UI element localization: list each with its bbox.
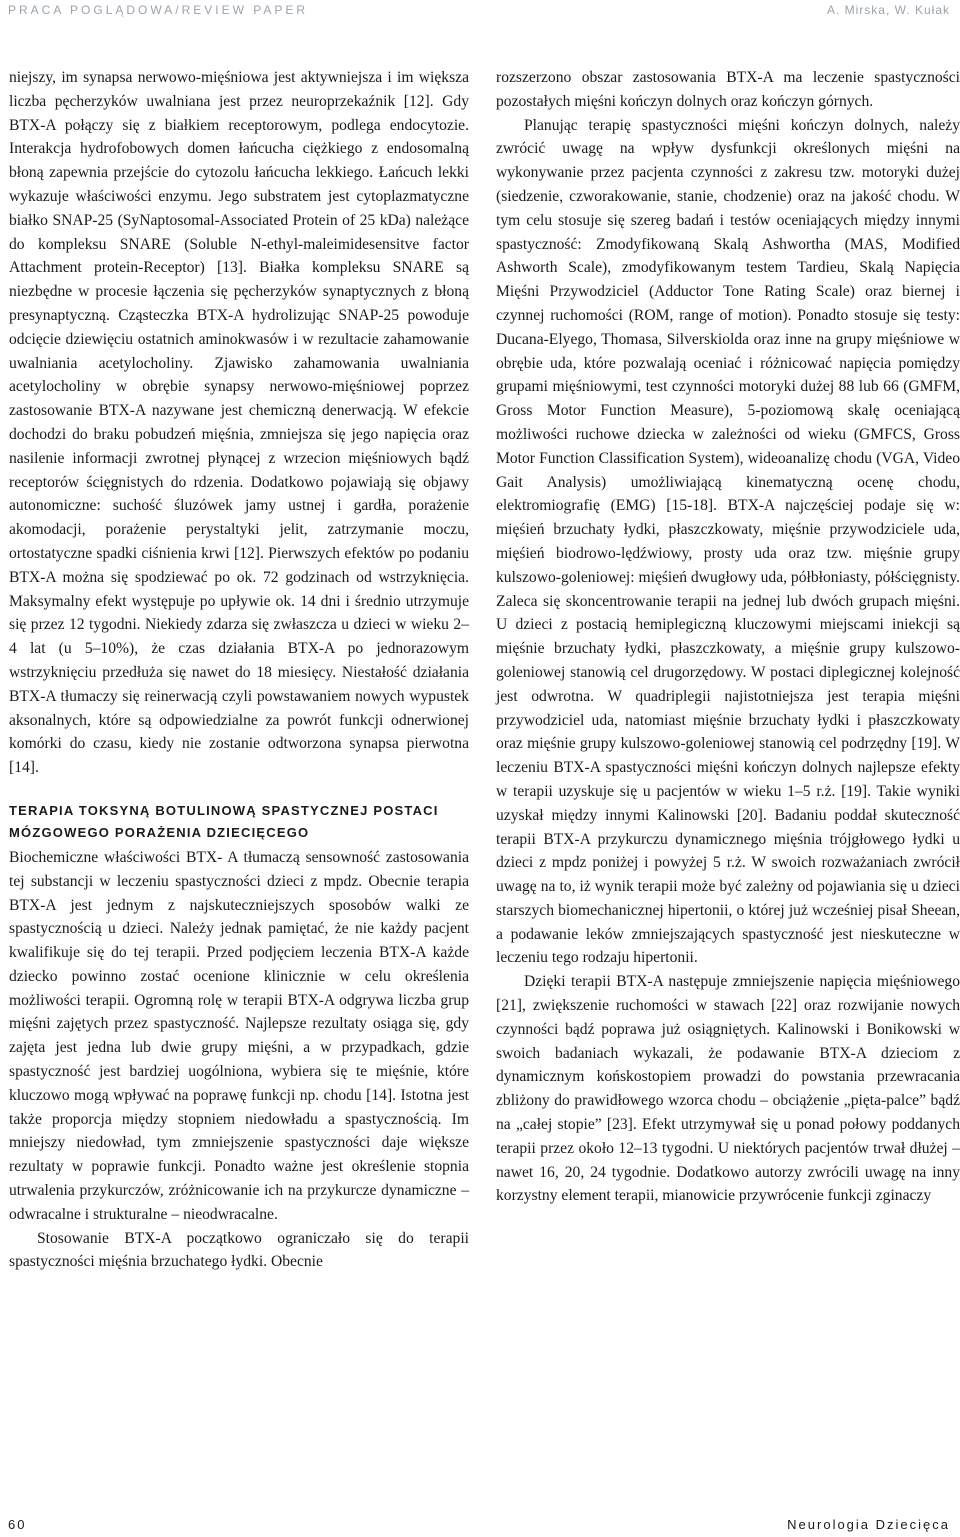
section-label: PRACA POGLĄDOWA/REVIEW PAPER [8, 3, 309, 17]
right-paragraph-1: rozszerzono obszar zastosowania BTX-A ma leczenie spastyczności pozostałych mięśni kończyn dolnych oraz kończyn górnych. [496, 69, 960, 110]
right-paragraph-3: Dzięki terapii BTX-A następuje zmniejszenie napięcia mięśniowego [21], zwiększenie ruchomości w stawach [22] oraz rozwijanie nowych czynności bądź poprawa już osiągniętych. Kalinowski i Bonikowski w swoich badaniach wykazali, że podawanie BTX-A dzieciom z dynamicznym końskostopiem prowadzi do powstania przewracania zbliżony do prawidłowego wzorca chodu – obciążenie „pięta-palce” bądź na „całej stopie” [23]. Efekt utrzymywał się u ponad połowy poddanych terapii przez około 12–13 tygodni. U niektórych pacjentów trwał dłużej – nawet 16, 20, 24 tygodnie. Dodatkowo autorzy zwrócili uwagę na inny korzystny element terapii, mianowicie przywrócenie funkcji zginaczy [496, 973, 960, 1205]
left-paragraph-1: niejszy, im synapsa nerwowo-mięśniowa jest aktywniejsza i im większa liczba pęcherzyków uwalniana jest przez neuroprzekaźnik [12]. Gdy BTX-A połączy się z białkiem receptorowym, podlega endocytozie. Interakcja hydrofobowych domen łańcucha ciężkiego z endosomalną błoną zapewnia przejście do cytozolu łańcucha lekkiego. Łańcuch lekki wykazuje właściwości enzymu. Jego substratem jest cytoplazmatyczne białko SNAP-25 (SyNaptosomal-Associated Protein of 25 kDa) należące do kompleksu SNARE (Soluble N-ethyl-maleimidesensitve factor Attachment protein-Receptor) [13]. Białka kompleksu SNARE są niezbędne w procesie łączenia się pęcherzyków synaptycznych z błoną presynaptyczną. Cząsteczka BTX-A hydrolizując SNAP-25 powoduje odcięcie dziewięciu ostatnich aminokwasów i w rezultacie zahamowanie uwalniania acetylocholiny. Zjawisko zahamowania uwalniania acetylocholiny w obrębie synapsy nerwowo-mięśniowej poprzez zastosowanie BTX-A nazywane jest chemiczną denerwacją. W efekcie dochodzi do braku pobudzeń mięśnia, zmniejsza się jego napięcia oraz nasilenie informacji zwrotnej płynącej z wrzecion mięśniowych bądź receptorów ścięgnistych do rdzenia. Dodatkowo pojawiają się objawy autonomiczne: suchość śluzówek jamy ustnej i gardła, porażenie akomodacji, porażenie perystaltyki jelit, zatrzymanie moczu, ortostatyczne spadki ciśnienia krwi [12]. Pierwszych efektów po podaniu BTX-A można się spodziewać po ok. 72 godzinach od wstrzyknięcia. Maksymalny efekt występuje po upływie ok. 14 dni i średnio utrzymuje się przez 12 tygodni. Niekiedy zdarza się zwłaszcza u dzieci w wieku 2–4 lat (u 5–10%), że czas działania BTX-A po jednorazowym wstrzyknięciu przedłuża się nawet do 18 miesięcy. Niestałość działania BTX-A tłumaczy się reinerwacją czyli powstawaniem nowych wypustek aksonalnych, które są odpowiedzialne za powrót funkcji odnerwionej komórki do czasu, kiedy nie zostanie odtworzona synapsa pierwotna [14]. [9, 69, 469, 777]
page-number: 60 [8, 1517, 27, 1532]
author-names: A. Mirska, W. Kułak [826, 3, 950, 17]
journal-name: Neurologia Dziecięca [787, 1517, 950, 1532]
section-heading: TERAPIA TOKSYNĄ BOTULINOWĄ SPASTYCZNEJ POSTACI MÓZGOWEGO PORAŻENIA DZIECIĘCEGO [9, 802, 439, 840]
left-paragraph-3: Stosowanie BTX-A początkowo ograniczało się do terapii spastyczności mięśnia brzuchatego łydki. Obecnie [9, 1229, 469, 1271]
right-paragraph-2: Planując terapię spastyczności mięśni kończyn dolnych, należy zwrócić uwagę na wpływ dysfunkcji określonych mięśni na wykonywanie przez pacjenta czynności z zakresu tzw. motoryki dużej (siedzenie, czworakowanie, stanie, chodzenie) oraz na jakość chodu. W tym celu stosuje się szereg badań i testów oceniających między innymi spastyczność: Zmodyfikowaną Skalą Ashwortha (MAS, Modified Ashworth Scale), zmodyfikowanym testem Tardieu, Skalą Napięcia Mięśni Przywodziciel (Adductor Tone Rating Scale) oraz biernej i czynnej ruchomości (ROM, range of motion). Ponadto stosuje się testy: Ducana-Elyego, Thomasa, Silverskiolda oraz inne na grupy mięśniowe w obrębie uda, które pozwalają oceniać i różnicować napięcia pomiędzy grupami mięśniowymi, test czynności motoryki dużej 88 lub 66 (GMFM, Gross Motor Function Measure), 5-poziomową skalę oceniającą możliwości ruchowe dziecka w zależności od wieku (GMFCS, Gross Motor Function Classification System), wideoanalizę chodu (VGA, Video Gait Analysis) umożliwiającą kinematyczną ocenę chodu, elektromiografię (EMG) [15-18]. BTX-A najczęściej podaje się w: mięśień brzuchaty łydki, płaszczkowaty, mięśnie przywodziciele uda, mięśień biodrowo-lędźwiowy, prosty uda oraz tzw. mięśnie grupy kulszowo-goleniowej: mięśień dwugłowy uda, półbłoniasty, półścięgnisty. Zaleca się skoncentrowanie terapii na jednej lub dwóch grupach mięśni. U dzieci z postacią hemiplegiczną kluczowymi miejscami iniekcji są mięśnie brzuchaty łydki, płaszczkowaty, a mięśnie grupy kulszowo-goleniowej stanowią cel drugorzędowy. W postaci diplegicznej kolejność jest odwrotna. W quadriplegii najistotniejsza jest terapia mięśni przywodziciel uda, natomiast mięśnie brzuchaty łydki i płaszczkowaty oraz mięśnie grupy kulszowo-goleniowej stanowią cel podrzędny [19]. W leczeniu BTX-A spastyczności mięśni kończyn dolnych najlepsze efekty w terapii uzyskuje się u pacjentów w wieku 1–5 r.ż. [19]. Takie wyniki uzyskał między innymi Kalinowski [20]. Badaniu poddał skuteczność terapii BTX-A przykurczu dynamicznego mięśnia trójgłowego łydki u dzieci z mpdz poniżej i powyżej 5 r.ż. W swoich rozważaniach zwrócił uwagę na to, iż wynik terapii może być zależny od pojawiania się u dzieci starszych biomechanicznej hipertonii, o której już wcześniej pisał Sheean, a podawanie leków zmniejszających spastyczność jest nieskuteczne w leczeniu tego rodzaju hipertonii. [496, 116, 960, 967]
left-paragraph-2: Biochemiczne właściwości BTX- A tłumaczą sensowność zastosowania tej substancji w leczeniu spastyczności dzieci z mpdz. Obecnie terapia BTX-A jest jednym z najskuteczniejszych sposobów walki ze spastycznością u dzieci. Należy jednak pamiętać, że nie każdy pacjent kwalifikuje się do tej terapii. Przed podjęciem leczenia BTX-A każde dziecko powinno zostać ocenione klinicznie w celu określenia możliwości terapii. Ogromną rolę w terapii BTX-A odgrywa liczba grup mięśni zajętych przez spastyczność. Najlepsze rezultaty osiąga się, gdy zajęta jest jedna lub dwie grupy mięśni, a w przypadkach, gdzie spastyczność jest bardziej uogólniona, wybiera się te mięśnie, które kluczowo mogą wpływać na poprawę funkcji np. chodu [14]. Istotna jest także proporcja między stopniem niedowładu a spastycznością. Im mniejszy niedowład, tym zmniejszenie spastyczności daje większe rezultaty w poprawie funkcji. Ponadto ważne jest określenie stopnia utrwalenia przykurczów, zróżnicowanie ich na przykurcze dynamiczne – odwracalne i strukturalne – nieodwracalne. [9, 848, 469, 1223]
right-column [496, 66, 960, 1208]
left-column [9, 66, 469, 1274]
running-header [0, 0, 960, 22]
running-footer [0, 1513, 960, 1537]
